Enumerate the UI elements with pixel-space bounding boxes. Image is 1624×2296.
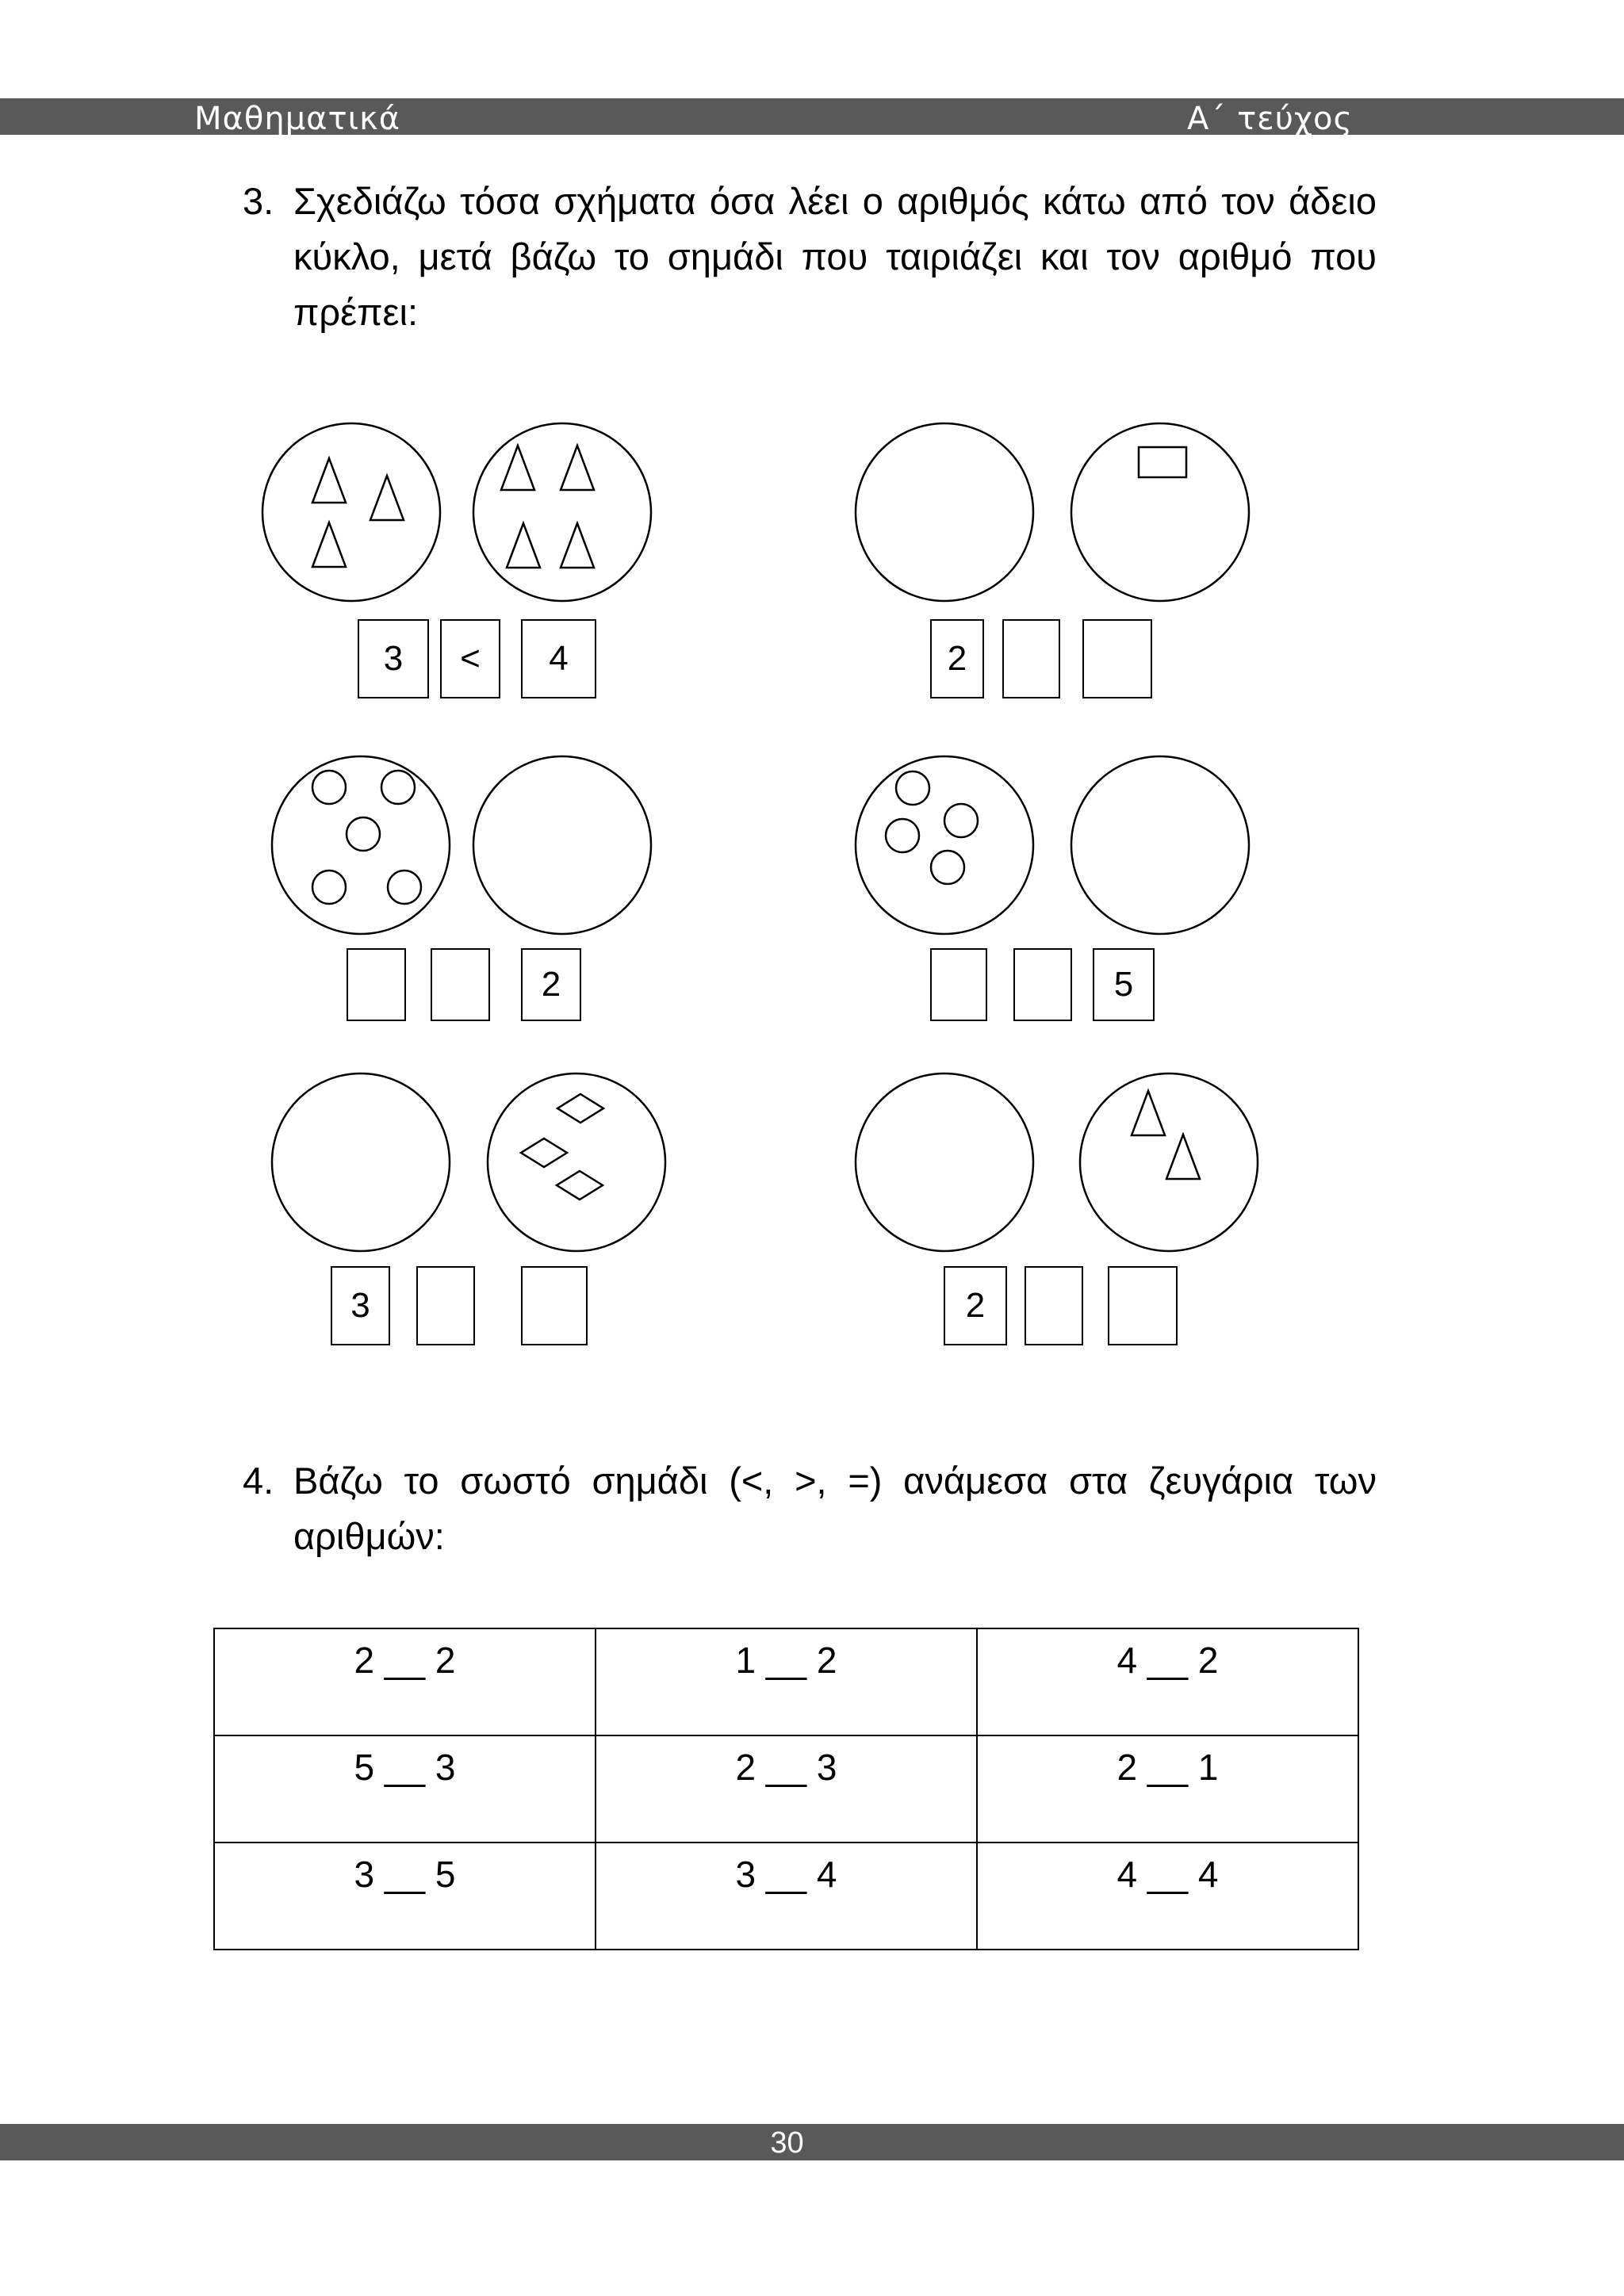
- comparison-table: [213, 1628, 1359, 1950]
- small-circle-shape: [312, 771, 346, 804]
- rhombus-shape: [557, 1171, 603, 1200]
- small-circle-shape: [381, 771, 415, 804]
- small-circle-shape: [312, 871, 346, 904]
- circle-pair6-left: [856, 1073, 1033, 1251]
- small-circle-shape: [944, 804, 978, 837]
- circle-pair3-right: [473, 756, 651, 934]
- answer-box[interactable]: [1108, 1266, 1178, 1345]
- answer-box[interactable]: 3: [331, 1266, 390, 1345]
- triangle-shape: [561, 446, 594, 490]
- table-cell[interactable]: 2 __ 3: [596, 1735, 977, 1843]
- header-subject: Μαθηματικά: [194, 101, 401, 137]
- exercise-4: [243, 1453, 1377, 1564]
- circle-pair5-left: [272, 1073, 450, 1251]
- answer-box[interactable]: [1025, 1266, 1083, 1345]
- circle-pair2-left: [856, 423, 1033, 601]
- table-cell[interactable]: 4 __ 4: [977, 1843, 1358, 1950]
- answer-box[interactable]: 2: [944, 1266, 1007, 1345]
- triangle-shape: [312, 458, 346, 503]
- answer-box[interactable]: 2: [521, 948, 581, 1021]
- small-circle-shape: [886, 819, 919, 852]
- exercise-3-number: 3.: [243, 180, 274, 222]
- page-number: 30: [770, 2126, 804, 2160]
- table-cell[interactable]: 5 __ 3: [214, 1735, 596, 1843]
- circle-pair1-right: [473, 423, 651, 601]
- rhombus-shape: [521, 1138, 567, 1167]
- triangle-shape: [501, 446, 534, 490]
- answer-box[interactable]: [431, 948, 490, 1021]
- table-cell[interactable]: 3 __ 4: [596, 1843, 977, 1950]
- circle-pair4-left: [856, 756, 1033, 934]
- answer-box[interactable]: 5: [1093, 948, 1155, 1021]
- answer-box[interactable]: <: [440, 619, 500, 698]
- footer-bar: [0, 2124, 1624, 2160]
- circle-pair5-right: [488, 1073, 665, 1251]
- exercise-3-text: Σχεδιάζω τόσα σχήματα όσα λέει ο αριθμός κάτω από τον άδειο κύκλο, μετά βάζω το σημάδι που ταιριάζει και τον αριθμό που πρέπει:: [293, 180, 1377, 333]
- small-circle-shape: [347, 817, 380, 851]
- answer-box[interactable]: 4: [521, 619, 596, 698]
- header-volume: Α΄ τεύχος: [1187, 101, 1353, 137]
- table-row: [214, 1843, 1358, 1950]
- table-cell[interactable]: 1 __ 2: [596, 1628, 977, 1735]
- table-cell[interactable]: 2 __ 2: [214, 1628, 596, 1735]
- answer-box[interactable]: [347, 948, 406, 1021]
- table-row: [214, 1735, 1358, 1843]
- answer-box[interactable]: [521, 1266, 588, 1345]
- answer-box[interactable]: [1082, 619, 1152, 698]
- triangle-shape: [561, 523, 594, 568]
- triangle-shape: [312, 522, 346, 567]
- triangle-shape: [1166, 1135, 1200, 1179]
- small-circle-shape: [388, 871, 421, 904]
- answer-box[interactable]: 2: [930, 619, 984, 698]
- exercise-4-number: 4.: [243, 1460, 274, 1502]
- answer-box[interactable]: [416, 1266, 475, 1345]
- circle-pair3-left: [272, 756, 450, 934]
- circle-pair6-right: [1080, 1073, 1258, 1251]
- answer-box[interactable]: [1002, 619, 1060, 698]
- small-circle-shape: [931, 851, 964, 884]
- table-cell[interactable]: 4 __ 2: [977, 1628, 1358, 1735]
- triangle-shape: [370, 476, 404, 520]
- small-circle-shape: [896, 771, 929, 805]
- answer-box[interactable]: 3: [358, 619, 429, 698]
- triangle-shape: [507, 523, 540, 568]
- answer-box[interactable]: [1013, 948, 1072, 1021]
- triangle-shape: [1132, 1091, 1165, 1135]
- circle-pair4-right: [1071, 756, 1249, 934]
- table-row: [214, 1628, 1358, 1735]
- table-cell[interactable]: 2 __ 1: [977, 1735, 1358, 1843]
- circle-pair1-left: [262, 423, 440, 601]
- answer-box[interactable]: [930, 948, 987, 1021]
- exercise-4-text: Βάζω το σωστό σημάδι (<, >, =) ανάμεσα στα ζευγάρια των αριθμών:: [293, 1460, 1377, 1557]
- rhombus-shape: [557, 1094, 603, 1123]
- table-cell[interactable]: 3 __ 5: [214, 1843, 596, 1950]
- rectangle-shape: [1139, 447, 1186, 477]
- circle-pair2-right: [1071, 423, 1249, 601]
